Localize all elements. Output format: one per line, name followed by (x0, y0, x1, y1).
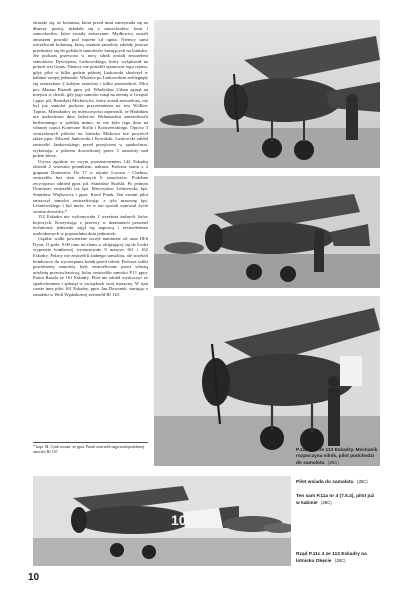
caption-photo-2 (296, 479, 378, 486)
caption-photo-1 (296, 448, 378, 466)
caption-text: Pilot wsiada do samolotu (296, 480, 354, 485)
paragraph: Ciężkie walki powietrzne toczył natomiast od rana III/6 Dyon. O godz. 9.00 rano na alarm w oblężającej się do Łodzi wyprawie bombowej wystartowało 9 maszyn 161 i 162 Eskadry. Polacy nie zestrzelili żadnego samolotu, ale strzelali bombowce do wyczerpania bomb przed celem. Podczas walki powietrznej samoloty były zestrzeliwane przez własną artylerię przeciwlotniczą, która zestrzeliła samolot P.11 ppor. Piotra Ruszla ze 161 Eskadry. Pilot nie zdołał wyskoczyć ze spadochronem i spłonął w szczątkach swej maszyny. W tym czasie inny pilot 161 Eskadry, ppor. Jan Dzwonek, startując z zasadzki w Woli Wędzikowej zestrzelił Bf 110. (33, 236, 148, 297)
caption-text: Ten sam P.11a nr 4 (7.5.4), pilot już w kabinie (296, 494, 375, 506)
footnote: * kapt. M. Cynk uważa, że ppor. Pniak zestrzelił najprawdopodobniej samolot Bf 110 (33, 442, 148, 455)
photo-p11-mechanic (154, 20, 380, 168)
caption-text: Rząd P.11c 4 ze 113 Eskadry na lotnisku Okęcie (296, 552, 367, 564)
photo-pilot-in-cockpit (154, 296, 380, 466)
paragraph: 152 Eskadra nie wykonywała 2 września żadnych lotów bojowych. Korzystając z przerwy w działaniach personel techniczny jednostki zajął się naprawą i zestrzeleniem uszkodzonych w poprzednim dniu jednostek. (33, 214, 148, 236)
aircraft-number-marking: 10 (171, 512, 187, 528)
caption-ref: ( JBC ) (328, 460, 339, 465)
caption-photo-4 (296, 552, 378, 565)
caption-photo-3 (296, 494, 378, 507)
caption-ref: ( JBC ) (335, 558, 346, 563)
caption-ref: ( JBC ) (357, 479, 368, 484)
photo-pilot-boarding (154, 176, 380, 288)
paragraph: okazało się, że kolumna, która przed nimi zatrzymała się na dłuższy postój, składała się z samochodów, koni i samochodów, które zostały zniszczone. Mydłowicy zostali zmuszeni powalić pod murem sił ognia. Niemcy sami ostrzeliwali kolumnę, którą ostatnie samoloty zdołały jeszcze przedostać się do polskich samolotów bazujących na lotnisku. Jeż podczas przewozu w nocy silnik zostali zestrzeleni samolotów Dywizjonu, Laskowskiego, który wylądował na polach wsi Gnaty. Niemcy nie potrafili opanować tego rejonu, gdyż pilot w kilka godzin później Laskowski skończył w kabinie swojej jednostki. Wkrótce po Laskowskim ześlizgnęły się zestrzelone 2 kolejne samoloty i kilku pozostałych. Pilot por. Marian Pisarek ppor. pil. Władysław Urban zginął na miejscu w chwili, gdy jego samolot runął na ziemię w Grzęsie i ppor. pil. Benedykt Mickiewicz, który został zestrzelony, nie był już samolot podczas przyziemienia na wsi Wólkiw Tuprus. Mieszkańcy tej miejscowości zapewnili, że Hrubikim nie uszkodzono dnia Jadwicze Wehrmachtu zamordowali bezbronnego w pobliżu mimo, że nie było tego dnia na własnej części Koneczne Króla i Konczewskiego. Oprócz 3 zestrzelonych pilotów na lotnisko Mirkowo nie powrócił także ppor. Edward Jankowski i Kowalski. Laskowski zdołał zestrzelić Jankowskiego przed przejściem w spadochron, wykonując z pilotem dowodzonej przez 3 samoloty nad polem bitwy. (33, 20, 148, 159)
caption-text: P.11a nr 4 ze 113 Eskadry. Mechanik rozpoczyna silnik, pilot podchodzi do samolotu (296, 448, 378, 466)
caption-ref: ( JBC ) (321, 500, 332, 505)
page-number: 10 (28, 572, 40, 583)
paragraph: Urywa zgodnie ze swym przeznaczeniem 142 Eskadrę obronił 2 wrzesnia porankiem, nakazu. Podczas startu z 2 grupami Domierów Do 17 w rejonie Lwowa - Chełmu, zestrzeliła bez strat własnych 6 samolotów. Podobne zwycięstwo odniósł ppor. pil. Stanisław Skalski. Po jednym Dornierze zestrzelili też kpt. Mieczysław Leśniewski, kpt. Stanisław Wujkowicz i ppor. Karol Pniak. Ten ostatni pilot zniszczył samolot zestrzeliwując z tylu maszynę kpt. Leśniewskiego i był może, że w ten sposób uratował życie swemu dowódcy.* (33, 158, 148, 214)
photo-p11c-row-okecie (33, 476, 291, 566)
body-text-column (33, 20, 148, 297)
